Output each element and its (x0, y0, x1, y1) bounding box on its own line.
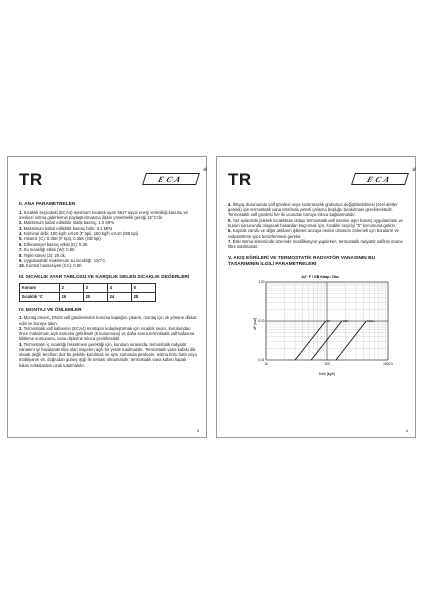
list-item-text: Sıcaklık seçicideki (ECA4) minimum sıcaklık ayarı 5627 sayılı enerji verimliliği kanunu ve merkezi ısıtma giderlerinin paylaştırılmasına ilişkin yönetmelik gereği 15°C'dir. (19, 209, 188, 220)
table-cell: Sıcaklık °C (20, 292, 60, 301)
list-item-text: Termostatik valf kafasının (ECA4) montajını kolaylaştırmak için sıcaklık seçici, kurulumdan önce maksimum açık konuma getirilmeli (5 konumuna) ve daha sonra termostatik valf kafasına kilitleme somununu, vana dişlerine sıkıca çevirilmelidir. (19, 325, 195, 342)
list-item-number: 1. (19, 209, 23, 215)
x-tick-label: 1000,0 (383, 361, 393, 366)
section-heading-table: III. SICAKLIK AYAR TABLOSU VE KARŞILIK GELEN SICAKLIK DEĞERLERİ (19, 274, 190, 280)
table-cell: 16 (60, 292, 84, 301)
params-list (19, 210, 197, 269)
list-item-text: Maksimum kabul edilebilir basınç farkı: 0.1 MPa (23, 225, 113, 231)
list-item-text: Montaj öncesi, DN15 valf gövdesinden koruma kapağını çıkarın, montaj için ok yönüne dikkat edin ve boruya takın. (19, 315, 197, 326)
list-item (228, 202, 406, 218)
y-tick-label: 1,00 (258, 279, 265, 284)
page-content (228, 202, 406, 381)
install-list (19, 315, 197, 367)
manual-page-right (216, 156, 416, 438)
list-item-number: 7. (228, 238, 232, 244)
flow-chart-svg (238, 272, 403, 380)
eca-logo (142, 168, 208, 185)
x-tick-label: 10 (264, 361, 268, 366)
list-item-text: Eski ısıtma sisteminde üzerinde modifikasyon yapılırken, termostatik radyatör valfinin önüne filtre takılmalıdır. (228, 238, 403, 250)
series-label: S2K (342, 318, 349, 323)
list-item-text: Kaynak cürufu ve diğer atıkların işlevsel arızaya neden olmasını önlemek için boruların ve radyatörlerin iyice temizlenmesi gerekir. (228, 228, 399, 239)
table-cell: 2 (60, 283, 84, 292)
table-cell: Konum (20, 283, 60, 292)
list-item-text: Termostatın iç sıcaklığı hissetmesi gerektiği için, kurulum sırasında, termostatik radyatör vanasını iyi havalandırılma olan nispeten açık bir yerde tutulmalıdır. Termostatik vana kafası dik olarak değil, tercihen düz bir şekilde kurulmalı ve aynı zamanda perdenin, ısıtma boru hattı veya mobilyanın vb. doğrudan güneş ışığı ile teması olmamalıdır, termostatik vana kafası kapalı kalan noktalardan uzak tutulmalıdır. (19, 341, 197, 368)
table-row (20, 283, 156, 292)
section-heading-params: II. ANA PARAMETRELER (19, 202, 76, 207)
registered-mark: ® (202, 168, 208, 173)
table-cell: 24 (108, 292, 132, 301)
list-item-number: 3. (19, 225, 23, 231)
list-item-number: 2. (19, 325, 23, 331)
eca-logo (351, 168, 417, 185)
logo-text: ECA (366, 174, 394, 184)
y-tick-label: 0,10 (258, 318, 265, 323)
install-list-continued (228, 202, 406, 249)
list-item-number: 6. (19, 241, 23, 247)
list-item-text: Nominal debi: 190 kg/h ±%10 (F tipi), 160 kg/h ±%10 (GB tipi) (23, 230, 139, 236)
list-item-text: Uygulanabilir maksimum su sıcaklığı: 120°C (23, 257, 106, 263)
y-axis-label: ΔP [bar] (253, 317, 257, 330)
series-label: 2K (326, 318, 331, 323)
list-item-text: Yaz aylarında yüksek sıcaklıktan dolayı termostatik valf üzerine aşırı basınç uygulanması ve bunun sonucunda oluşacak hasardan kaçınmak için, sıcaklık seçiciyi "5" konumuna getirin. (228, 217, 403, 228)
section-heading-chart: V. AKIŞ EĞRİLERİ VE TERMOSTATİK RADYATÖR VANASININ BU TASARIMININ İLGİLİ PARAMETRELERİ (228, 255, 376, 267)
table-cell: 20 (84, 292, 108, 301)
list-item-number: 6. (228, 228, 232, 234)
logo-text: ECA (157, 174, 185, 184)
registered-mark: ® (411, 168, 417, 173)
series-label: Maks (367, 318, 375, 323)
list-item-text: İhtiyaç durumunda valf gövdesi veya sızdırmazlık grubunun değiştirilebilmesi (özel aletler gerekli) için termostatik vana etrafında yeterli çalışma boşluğu bırakılması gerekmektedir. Termostatik valf gövdesi her iki ucundan boruya sıkıca bağlanmalıdır. (228, 202, 398, 218)
x-axis-label: Debi [kg/h] (318, 371, 336, 376)
list-item-number: 5. (19, 236, 23, 242)
x-tick-label: 100 (324, 361, 330, 366)
list-item-number: 7. (19, 247, 23, 253)
list-item-number: 8. (19, 252, 23, 258)
table-cell: 28 (132, 292, 156, 301)
list-item-text: Su sıcaklığı etkisi (W): 0.8K (23, 247, 75, 253)
list-item-number: 5. (228, 217, 232, 223)
section-heading-install: IV. MONTAJ VE ÖNLEMLER (19, 307, 82, 313)
table-cell: 4 (108, 283, 132, 292)
flow-chart (238, 272, 406, 381)
list-item-number: 9. (19, 257, 23, 263)
list-item (19, 342, 197, 368)
list-item-text: Histeriz (C): 0.35K (F tipi), 0.35K (GB tipi) (23, 236, 101, 242)
list-item (228, 218, 406, 228)
language-code: TR (228, 170, 252, 189)
settings-table (19, 283, 156, 302)
language-code: TR (19, 170, 43, 189)
list-item (228, 239, 406, 249)
page-content (19, 202, 197, 368)
list-item-text: Maksimum kabul edilebilir statik basınç: 1.0 MPa (23, 220, 114, 226)
list-item-number: 3. (19, 341, 23, 347)
manual-page-left (7, 156, 207, 438)
list-item-text: Kontrol hassasiyeti (CA): 0.6K (26, 263, 82, 269)
list-item-text: Diferansiyel basınç etkisi (D): 0.3K (23, 241, 88, 247)
page-number: 4 (405, 428, 408, 433)
y-tick-label: 0,01 (258, 357, 265, 362)
list-item (19, 210, 197, 220)
table-cell: 5 (132, 283, 156, 292)
table-row (20, 292, 156, 301)
list-item-number: 10. (19, 263, 25, 269)
table-cell: 3 (84, 283, 108, 292)
list-item-number: 2. (19, 220, 23, 226)
list-item-number: 1. (19, 315, 23, 321)
list-item-number: 4. (19, 230, 23, 236)
chart-title: 1/2" F / GB Kitap / Düz (301, 274, 339, 279)
list-item-number: 4. (228, 202, 232, 207)
list-item (228, 228, 406, 238)
list-item-text: Tepki süresi (Z): 20 dk. (23, 252, 66, 258)
list-item (19, 315, 197, 325)
page-number: 3 (196, 428, 199, 433)
list-item (19, 326, 197, 342)
